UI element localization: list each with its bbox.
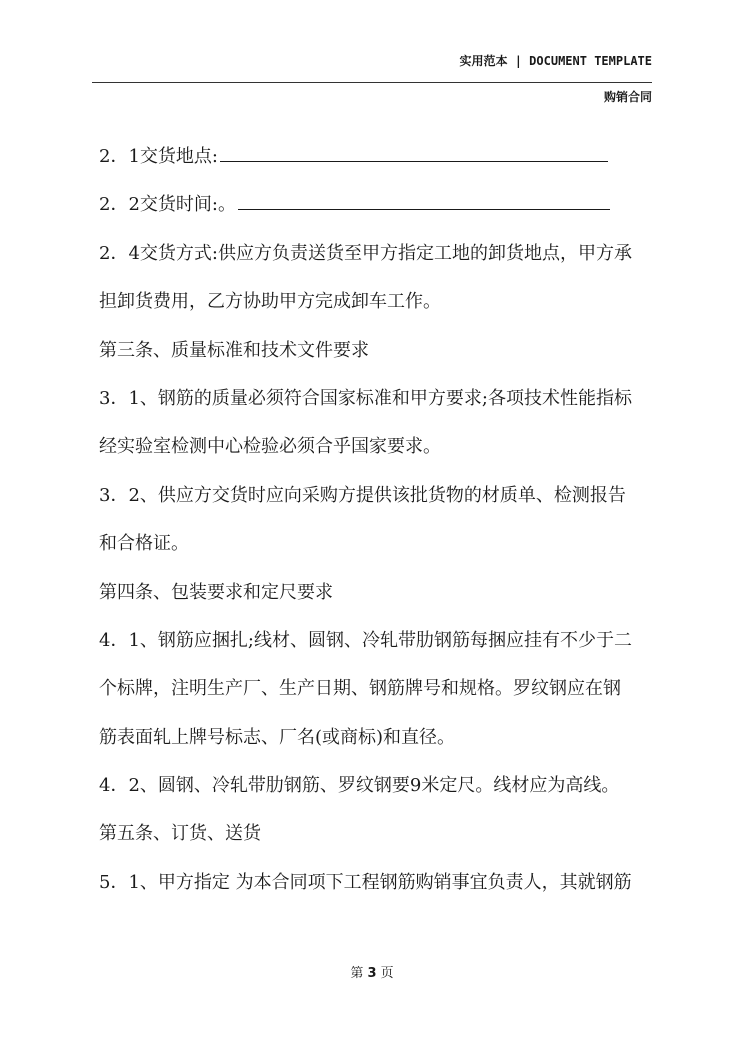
body-line-16: 5．1、甲方指定 为本合同项下工程钢筋购销事宜负责人，其就钢筋 (99, 871, 632, 893)
page-footer (0, 962, 744, 981)
body-line-11: 4．1、钢筋应捆扎;线材、圆钢、冷轧带肋钢筋每捆应挂有不少于二 (99, 629, 632, 651)
body-line-13: 筋表面轧上牌号标志、厂名(或商标)和直径。 (99, 726, 456, 748)
body-line-2 (99, 188, 665, 236)
body-line-6: 3．1、钢筋的质量必须符合国家标准和甲方要求;各项技术性能指标 (99, 387, 632, 409)
body-line-14: 4．2、圆钢、冷轧带肋钢筋、罗纹钢要9米定尺。线材应为高线。 (99, 775, 620, 797)
footer-prefix: 第 (350, 966, 364, 981)
footer-suffix: 页 (380, 966, 394, 981)
document-body (99, 140, 665, 914)
section-heading-5: 第五条、订货、送货 (99, 823, 261, 845)
body-line-12: 个标牌，注明生产厂、生产日期、钢筋牌号和规格。罗纹钢应在钢 (99, 678, 621, 700)
header-title: 实用范本 | DOCUMENT TEMPLATE (459, 54, 652, 68)
delivery-time-label: 2．2交货时间:。 (99, 194, 236, 216)
header-divider (92, 82, 652, 83)
body-line-4: 担卸货费用，乙方协助甲方完成卸车工作。 (99, 291, 441, 313)
section-heading-4: 第四条、包装要求和定尺要求 (99, 581, 333, 603)
body-line-3: 2．4交货方式:供应方负责送货至甲方指定工地的卸货地点，甲方承 (99, 242, 632, 264)
delivery-location-blank (220, 143, 608, 162)
delivery-location-label: 2．1交货地点: (99, 146, 218, 167)
body-line-7: 经实验室检测中心检验必须合乎国家要求。 (99, 436, 441, 458)
body-line-8: 3．2、供应方交货时应向采购方提供该批货物的材质单、检测报告 (99, 484, 626, 506)
delivery-time-blank (238, 191, 610, 210)
section-heading-3: 第三条、质量标准和技术文件要求 (99, 339, 369, 361)
body-line-1 (99, 140, 665, 188)
body-line-9: 和合格证。 (99, 533, 189, 555)
page-number: 3 (367, 966, 377, 981)
header-subtitle: 购销合同 (603, 90, 652, 104)
